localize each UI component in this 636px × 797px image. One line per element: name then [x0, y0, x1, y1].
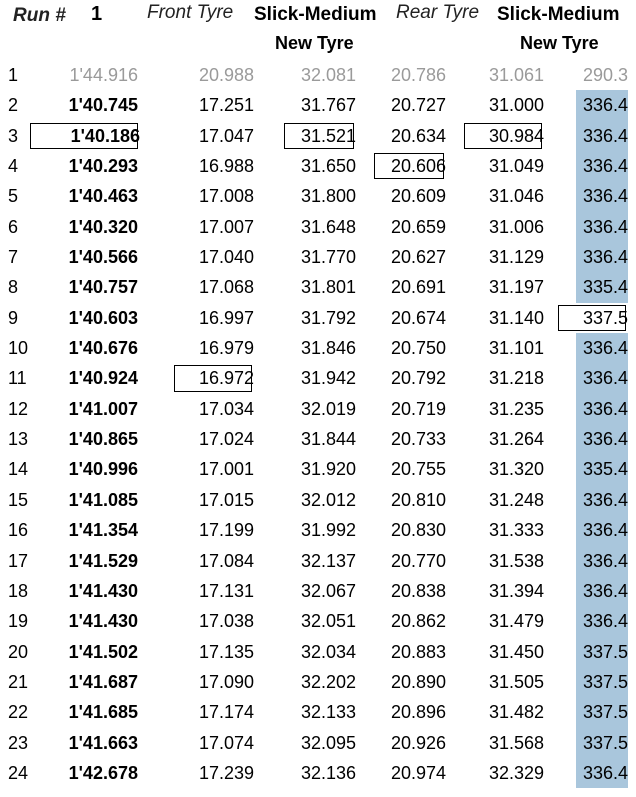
- front-tyre-condition: New Tyre: [275, 33, 354, 53]
- rear-sector-1-cell: 20.674: [390, 307, 446, 328]
- lap-number-cell: 16: [8, 520, 29, 541]
- rear-sector-1-cell: 20.770: [390, 550, 446, 571]
- lap-number-cell: 22: [8, 702, 29, 723]
- top-speed-cell: 336.4: [576, 151, 628, 181]
- top-speed-cell: 336.4: [576, 90, 628, 120]
- rear-sector-1-cell: 20.755: [390, 459, 446, 480]
- table-row: [0, 606, 636, 636]
- rear-sector-2-cell: 31.320: [488, 459, 544, 480]
- table-row: [0, 758, 636, 788]
- table-row: [0, 424, 636, 454]
- rear-sector-1-cell: 20.786: [390, 65, 446, 85]
- table-row: [0, 546, 636, 576]
- rear-sector-2-cell: 31.479: [488, 611, 544, 632]
- rear-sector-1-cell: 20.792: [390, 368, 446, 389]
- rear-sector-2-cell: 30.984: [462, 121, 544, 151]
- top-speed-cell: 337.5: [576, 637, 628, 667]
- front-sector-2-cell: 32.067: [300, 580, 356, 601]
- rear-sector-1-cell: 20.838: [390, 580, 446, 601]
- top-speed-cell: 337.5: [576, 697, 628, 727]
- table-row: [0, 212, 636, 242]
- rear-sector-2-cell: 31.129: [488, 247, 544, 268]
- rear-sector-2-cell: 31.450: [488, 641, 544, 662]
- rear-sector-2-cell: 31.140: [488, 307, 544, 328]
- front-sector-1-cell: 17.090: [198, 671, 254, 692]
- top-speed-cell: 336.4: [576, 212, 628, 242]
- front-sector-1-cell: 16.979: [198, 338, 254, 359]
- top-speed-cell: 290.3: [582, 65, 628, 85]
- front-sector-1-cell: 17.034: [198, 398, 254, 419]
- rear-sector-2-cell: 31.568: [488, 732, 544, 753]
- lap-time-cell: 1'41.663: [68, 732, 138, 753]
- front-sector-2-cell: 31.844: [300, 429, 356, 450]
- lap-number-cell: 13: [8, 429, 29, 450]
- lap-time-cell: 1'41.354: [68, 520, 138, 541]
- lap-table: [0, 60, 636, 788]
- table-row: [0, 151, 636, 181]
- front-sector-1-cell: 17.239: [198, 762, 254, 783]
- table-row: [0, 637, 636, 667]
- table-row: [0, 272, 636, 302]
- rear-sector-2-cell: 31.006: [488, 216, 544, 237]
- table-row: [0, 697, 636, 727]
- front-sector-1-cell: 17.015: [198, 489, 254, 510]
- front-sector-2-cell: 31.920: [300, 459, 356, 480]
- rear-sector-2-cell: 31.197: [488, 277, 544, 298]
- lap-time-cell: 1'40.603: [68, 307, 138, 328]
- rear-sector-1-cell: 20.606: [372, 151, 446, 181]
- rear-sector-2-cell: 31.248: [488, 489, 544, 510]
- front-sector-2-cell: 32.019: [300, 398, 356, 419]
- rear-sector-2-cell: 31.000: [488, 95, 544, 116]
- rear-sector-1-cell: 20.691: [390, 277, 446, 298]
- top-speed-cell: 336.4: [576, 424, 628, 454]
- front-sector-1-cell: 20.988: [198, 65, 254, 85]
- front-sector-1-cell: 17.084: [198, 550, 254, 571]
- top-speed-cell: 337.5: [576, 667, 628, 697]
- lap-time-cell: 1'41.430: [68, 611, 138, 632]
- rear-sector-2-cell: 31.235: [488, 398, 544, 419]
- top-speed-cell: 336.4: [576, 515, 628, 545]
- lap-number-cell: 6: [8, 216, 19, 237]
- front-sector-1-cell: 17.251: [198, 95, 254, 116]
- rear-sector-1-cell: 20.890: [390, 671, 446, 692]
- lap-number-cell: 8: [8, 277, 19, 298]
- front-sector-1-cell: 17.068: [198, 277, 254, 298]
- rear-sector-1-cell: 20.733: [390, 429, 446, 450]
- rear-sector-1-cell: 20.830: [390, 520, 446, 541]
- rear-sector-1-cell: 20.727: [390, 95, 446, 116]
- rear-sector-2-cell: 31.333: [488, 520, 544, 541]
- front-sector-2-cell: 31.648: [300, 216, 356, 237]
- lap-number-cell: 19: [8, 611, 29, 632]
- front-sector-2-cell: 32.081: [300, 65, 356, 85]
- lap-time-cell: 1'42.678: [68, 762, 138, 783]
- lap-time-cell: 1'41.685: [68, 702, 138, 723]
- lap-number-cell: 20: [8, 641, 29, 662]
- rear-sector-2-cell: 31.061: [488, 65, 544, 85]
- lap-number-cell: 5: [8, 186, 19, 207]
- front-sector-1-cell: 17.131: [198, 580, 254, 601]
- lap-time-cell: 1'44.916: [69, 65, 138, 85]
- rear-sector-1-cell: 20.659: [390, 216, 446, 237]
- lap-time-cell: 1'40.320: [68, 216, 138, 237]
- front-sector-1-cell: 17.007: [198, 216, 254, 237]
- rear-sector-1-cell: 20.883: [390, 641, 446, 662]
- lap-time-cell: 1'40.463: [68, 186, 138, 207]
- table-row: [0, 394, 636, 424]
- front-sector-2-cell: 32.136: [300, 762, 356, 783]
- lap-number-cell: 17: [8, 550, 29, 571]
- front-sector-1-cell: 17.174: [198, 702, 254, 723]
- lap-time-cell: 1'41.007: [68, 398, 138, 419]
- table-row: [0, 60, 636, 90]
- front-sector-2-cell: 31.800: [300, 186, 356, 207]
- rear-sector-1-cell: 20.750: [390, 338, 446, 359]
- lap-time-cell: 1'41.687: [68, 671, 138, 692]
- rear-sector-1-cell: 20.896: [390, 702, 446, 723]
- front-sector-1-cell: 17.001: [198, 459, 254, 480]
- lap-number-cell: 11: [8, 368, 27, 389]
- top-speed-cell: 336.4: [576, 758, 628, 788]
- rear-sector-1-cell: 20.974: [390, 762, 446, 783]
- table-row: [0, 515, 636, 545]
- table-row: [0, 333, 636, 363]
- lap-time-cell: 1'40.186: [28, 121, 140, 151]
- lap-number-cell: 18: [8, 580, 29, 601]
- table-row: [0, 242, 636, 272]
- top-speed-cell: 336.4: [576, 546, 628, 576]
- rear-sector-1-cell: 20.609: [390, 186, 446, 207]
- lap-number-cell: 10: [8, 338, 29, 359]
- top-speed-cell: 336.4: [576, 576, 628, 606]
- lap-number-cell: 9: [8, 307, 19, 328]
- run-number: 1: [91, 3, 103, 25]
- table-row: [0, 90, 636, 120]
- lap-number-cell: 2: [8, 95, 19, 116]
- front-sector-1-cell: 17.047: [198, 125, 254, 146]
- table-row: [0, 181, 636, 211]
- front-sector-2-cell: 32.133: [300, 702, 356, 723]
- lap-time-cell: 1'41.529: [68, 550, 138, 571]
- lap-time-cell: 1'40.865: [68, 429, 138, 450]
- lap-number-cell: 4: [8, 156, 19, 177]
- table-row: [0, 303, 636, 333]
- run-label: Run #: [13, 5, 66, 26]
- front-sector-2-cell: 32.137: [300, 550, 356, 571]
- table-row: [0, 454, 636, 484]
- rear-sector-2-cell: 31.482: [488, 702, 544, 723]
- rear-sector-1-cell: 20.634: [390, 125, 446, 146]
- front-sector-2-cell: 32.202: [300, 671, 356, 692]
- top-speed-cell: 336.4: [576, 242, 628, 272]
- front-sector-2-cell: 31.846: [300, 338, 356, 359]
- lap-number-cell: 1: [8, 65, 19, 85]
- lap-number-cell: 21: [8, 671, 29, 692]
- front-sector-1-cell: 17.135: [198, 641, 254, 662]
- front-sector-2-cell: 31.770: [300, 247, 356, 268]
- rear-sector-2-cell: 31.101: [488, 338, 544, 359]
- rear-sector-1-cell: 20.926: [390, 732, 446, 753]
- table-row: [0, 363, 636, 393]
- lap-time-cell: 1'40.757: [68, 277, 138, 298]
- front-sector-2-cell: 31.767: [300, 95, 356, 116]
- top-speed-cell: 336.4: [576, 394, 628, 424]
- rear-sector-2-cell: 31.049: [488, 156, 544, 177]
- top-speed-cell: 336.4: [576, 333, 628, 363]
- front-sector-1-cell: 17.038: [198, 611, 254, 632]
- front-sector-1-cell: 16.988: [198, 156, 254, 177]
- lap-number-cell: 23: [8, 732, 29, 753]
- lap-number-cell: 3: [8, 125, 19, 146]
- front-tyre-label: Front Tyre: [147, 2, 234, 23]
- front-sector-1-cell: 16.997: [198, 307, 254, 328]
- front-sector-2-cell: 31.801: [300, 277, 356, 298]
- rear-sector-1-cell: 20.810: [390, 489, 446, 510]
- rear-tyre-label: Rear Tyre: [396, 2, 480, 23]
- rear-sector-1-cell: 20.627: [390, 247, 446, 268]
- front-sector-2-cell: 32.051: [300, 611, 356, 632]
- lap-number-cell: 15: [8, 489, 29, 510]
- table-row: [0, 728, 636, 758]
- lap-time-cell: 1'40.745: [68, 95, 138, 116]
- lap-number-cell: 14: [8, 459, 29, 480]
- front-sector-2-cell: 31.792: [300, 307, 356, 328]
- front-sector-2-cell: 32.012: [300, 489, 356, 510]
- top-speed-cell: 335.4: [576, 272, 628, 302]
- rear-sector-2-cell: 31.046: [488, 186, 544, 207]
- lap-number-cell: 7: [8, 247, 19, 268]
- front-sector-2-cell: 31.521: [282, 121, 356, 151]
- lap-number-cell: 12: [8, 398, 29, 419]
- front-sector-1-cell: 17.074: [198, 732, 254, 753]
- rear-sector-2-cell: 32.329: [488, 762, 544, 783]
- rear-sector-2-cell: 31.218: [488, 368, 544, 389]
- lap-number-cell: 24: [8, 762, 29, 783]
- lap-time-cell: 1'41.430: [68, 580, 138, 601]
- top-speed-cell: 336.4: [576, 485, 628, 515]
- lap-time-cell: 1'40.996: [68, 459, 138, 480]
- top-speed-cell: 336.4: [576, 363, 628, 393]
- lap-time-cell: 1'40.676: [68, 338, 138, 359]
- lap-time-cell: 1'40.293: [68, 156, 138, 177]
- top-speed-cell: 335.4: [576, 454, 628, 484]
- front-sector-2-cell: 31.942: [300, 368, 356, 389]
- table-row: [0, 576, 636, 606]
- lap-time-cell: 1'40.566: [68, 247, 138, 268]
- top-speed-cell: 337.5: [556, 303, 628, 333]
- front-sector-2-cell: 32.095: [300, 732, 356, 753]
- rear-sector-1-cell: 20.719: [390, 398, 446, 419]
- front-sector-1-cell: 17.024: [198, 429, 254, 450]
- rear-sector-2-cell: 31.264: [488, 429, 544, 450]
- rear-tyre-compound: Slick-Medium: [497, 4, 620, 25]
- lap-time-cell: 1'41.085: [68, 489, 138, 510]
- front-sector-2-cell: 31.992: [300, 520, 356, 541]
- rear-sector-2-cell: 31.538: [488, 550, 544, 571]
- front-tyre-compound: Slick-Medium: [254, 4, 377, 25]
- top-speed-cell: 336.4: [576, 121, 628, 151]
- front-sector-1-cell: 16.972: [172, 363, 254, 393]
- lap-time-cell: 1'40.924: [68, 368, 138, 389]
- lap-time-cell: 1'41.502: [68, 641, 138, 662]
- table-row: [0, 667, 636, 697]
- front-sector-2-cell: 31.650: [300, 156, 356, 177]
- front-sector-1-cell: 17.040: [198, 247, 254, 268]
- front-sector-1-cell: 17.008: [198, 186, 254, 207]
- table-row: [0, 121, 636, 151]
- rear-sector-2-cell: 31.505: [488, 671, 544, 692]
- rear-sector-1-cell: 20.862: [390, 611, 446, 632]
- front-sector-1-cell: 17.199: [198, 520, 254, 541]
- rear-sector-2-cell: 31.394: [488, 580, 544, 601]
- top-speed-cell: 336.4: [576, 606, 628, 636]
- front-sector-2-cell: 32.034: [300, 641, 356, 662]
- rear-tyre-condition: New Tyre: [520, 33, 599, 53]
- top-speed-cell: 337.5: [576, 728, 628, 758]
- top-speed-cell: 336.4: [576, 181, 628, 211]
- table-row: [0, 485, 636, 515]
